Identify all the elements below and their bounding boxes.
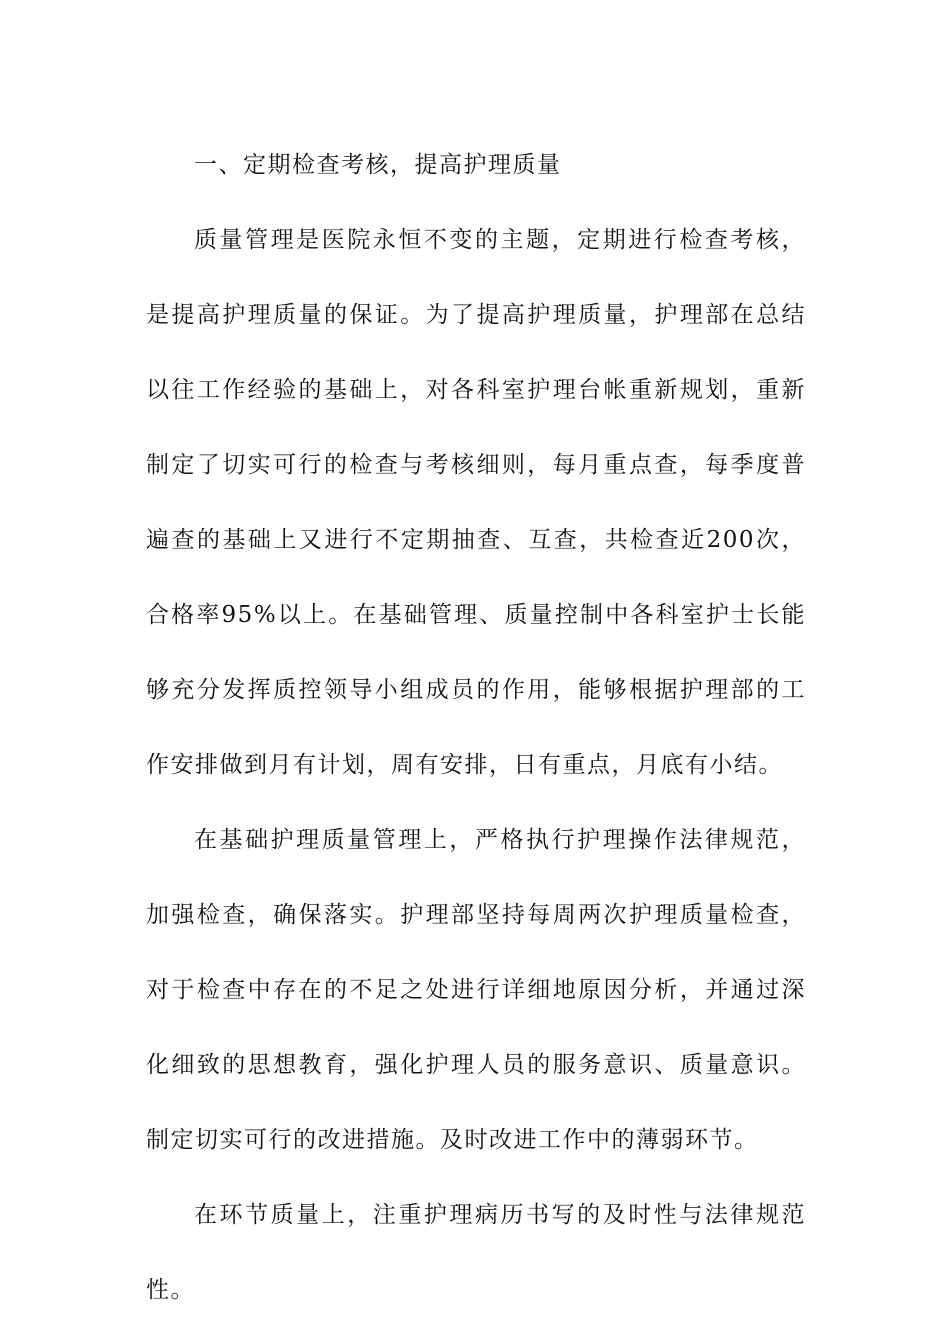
- section-heading: 一、定期检查考核，提高护理质量: [194, 152, 562, 178]
- paragraph-basic-nursing: 在基础护理质量管理上，严格执行护理操作法律规范，加强检查，确保落实。护理部坚持每周两次护理质量检查，对于检查中存在的不足之处进行详细地原因分析，并通过深化细致的思想教育，强化护理人员的服务意识、质量意识。制定切实可行的改进措施。及时改进工作中的薄弱环节。: [146, 827, 806, 1153]
- document-body: [146, 128, 806, 1328]
- paragraph-process-quality: 在环节质量上，注重护理病历书写的及时性与法律规范性。: [146, 1202, 806, 1303]
- paragraph-quality-management: 质量管理是医院永恒不变的主题，定期进行检查考核，是提高护理质量的保证。为了提高护理质量，护理部在总结以往工作经验的基础上，对各科室护理台帐重新规划，重新制定了切实可行的检查与考核细则，每月重点查，每季度普遍查的基础上又进行不定期抽查、互查，共检查近200次，合格率95%以上。在基础管理、质量控制中各科室护士长能够充分发挥质控领导小组成员的作用，能够根据护理部的工作安排做到月有计划，周有安排，日有重点，月底有小结。: [146, 227, 806, 778]
